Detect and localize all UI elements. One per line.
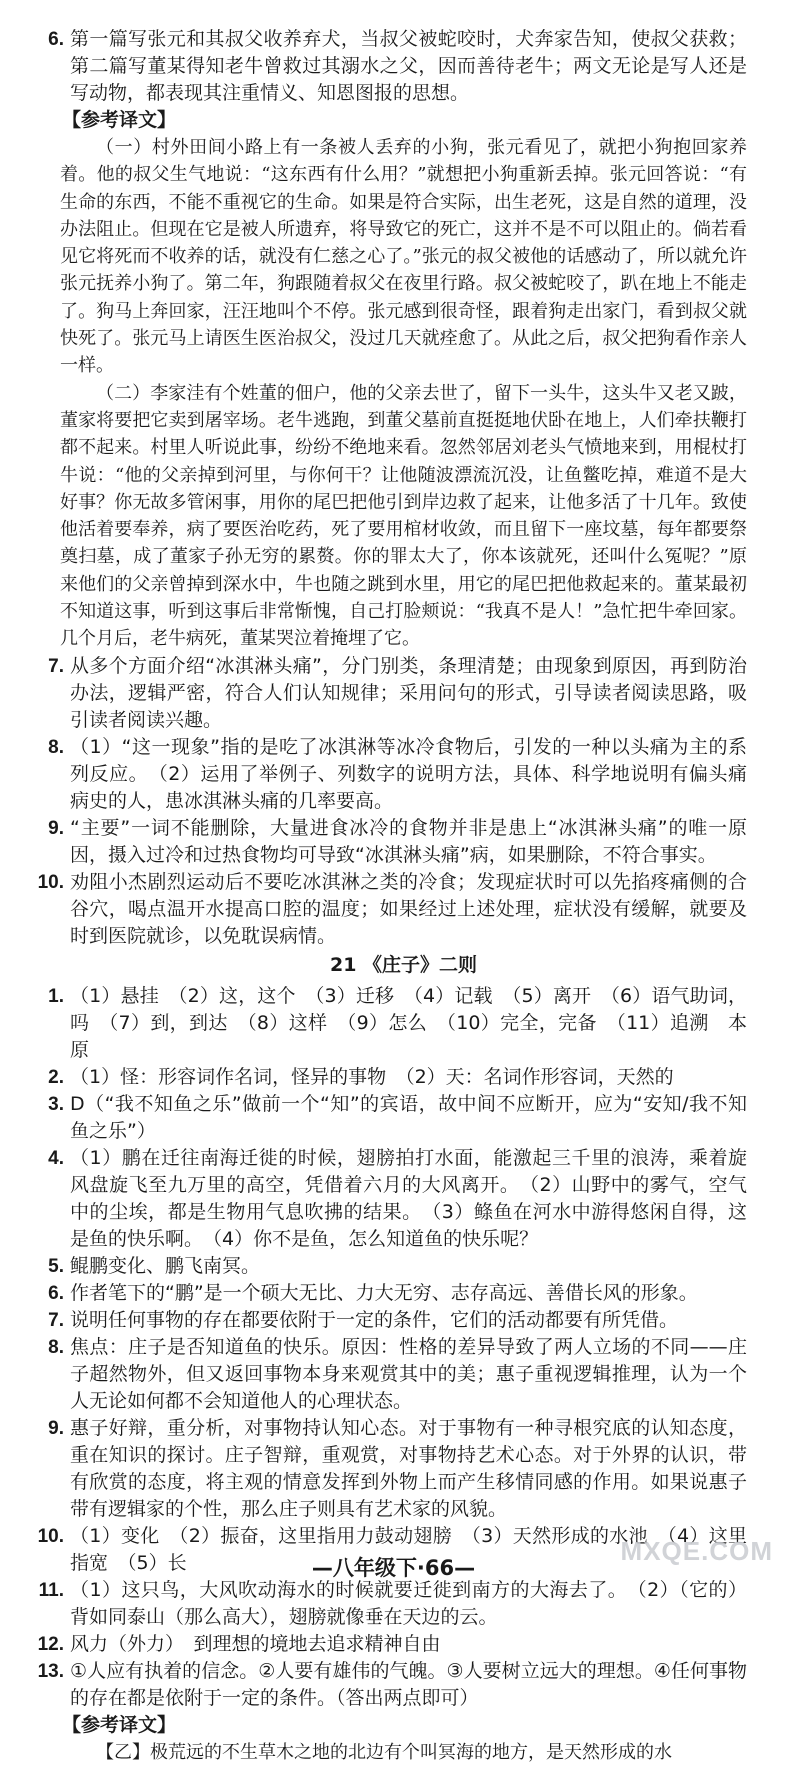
answer-item [48, 1253, 747, 1280]
answer-number: 13. [37, 1660, 64, 1682]
answer-item [48, 653, 747, 734]
answer-number: 8. [48, 736, 64, 758]
answer-number: 12. [37, 1633, 64, 1655]
reference-translation-2: 【乙】极荒远的不生草木之地的北边有个叫冥海的地方，是天然形成的水 [96, 1741, 672, 1763]
answer-number: 7. [48, 655, 64, 677]
answer-text: 第一篇写张元和其叔父收养弃犬，当叔父被蛇咬时，犬奔家告知，使叔父获救；第二篇写董某得知老牛曾救过其溺水之父，因而善待老牛；两文无论是写人还是写动物，都表现其注重情义、知恩图报的思想。 [70, 28, 747, 104]
reference-translation-1 [60, 134, 747, 653]
answer-text: （1）鹏在迁往南海迁徙的时候，翅膀拍打水面，能激起三千里的浪涛，乘着旋风盘旋飞至九万里的高空，凭借着六月的大风离开。 （2）山野中的雾气，空气中的尘埃，都是生物用气息吹拂的结果。 （3）鲦鱼在河水中游得悠闲自得，这是鱼的快乐啊。 （4）你不是鱼，怎么知道鱼的快乐呢？ [70, 1146, 747, 1250]
answer-item [48, 26, 747, 107]
answer-number: 7. [48, 1309, 64, 1331]
answer-text: （1）“这一现象”指的是吃了冰淇淋等冰冷食物后，引发的一种以头痛为主的系列反应。 （2）运用了举例子、列数字的说明方法，具体、科学地说明有偏头痛病史的人，患冰淇淋头痛的几率要高。 [70, 735, 747, 812]
answer-item [48, 1145, 747, 1253]
answer-item [38, 1577, 747, 1631]
answer-number: 6. [48, 1282, 64, 1304]
answer-text: （1）这只鸟，大风吹动海水的时候就要迁徙到南方的大海去了。 （2）（它的）背如同泰山（那么高大），翅膀就像垂在天边的云。 [70, 1578, 747, 1628]
section-heading: 21 《庄子》二则 [329, 953, 478, 976]
answer-number: 10. [37, 871, 64, 893]
answer-item [37, 1631, 747, 1658]
answer-number: 3. [48, 1093, 64, 1115]
answer-text: 说明任何事物的存在都要依附于一定的条件，它们的活动都要有所凭借。 [70, 1308, 679, 1331]
answer-text: 从多个方面介绍“冰淇淋头痛”，分门别类，条理清楚；由现象到原因，再到防治办法，逻辑严密，符合人们认知规律；采用问句的形式，引导读者阅读思路，吸引读者阅读兴趣。 [70, 654, 747, 731]
answer-text: （1）悬挂 （2）这，这个 （3）迁移 （4）记载 （5）离开 （6）语气助词，吗 （7）到，到达 （8）这样 （9）怎么 （10）完全，完备 （11）追溯 本原 [70, 984, 747, 1061]
answer-item [48, 815, 747, 869]
answer-item [48, 1415, 747, 1523]
answer-text: 劝阻小杰剧烈运动后不要吃冰淇淋之类的冷食；发现症状时可以先掐疼痛侧的合谷穴，喝点温开水提高口腔的温度；如果经过上述处理，症状没有缓解，就要及时到医院就诊，以免耽误病情。 [70, 870, 747, 947]
answer-text: 风力（外力） 到理想的境地去追求精神自由 [70, 1632, 441, 1655]
answer-item [48, 1307, 747, 1334]
answer-item [37, 869, 747, 950]
answer-number: 9. [48, 1417, 64, 1439]
answer-text: ①人应有执着的信念。②人要有雄伟的气魄。③人要树立远大的理想。④任何事物的存在都是依附于一定的条件。（答出两点即可） [70, 1659, 747, 1709]
answer-number: 8. [48, 1336, 64, 1358]
answer-text: D（“我不知鱼之乐”做前一个“知”的宾语，故中间不应断开，应为“安知/我不知鱼之乐”） [70, 1092, 747, 1142]
page-footer: —八年级下·66— [311, 1556, 476, 1580]
answer-list-middle [37, 653, 747, 950]
answer-number: 9. [48, 817, 64, 839]
watermark-logo: MXQE.COM [620, 1536, 773, 1566]
answer-item [37, 1658, 747, 1712]
answer-item [48, 983, 747, 1064]
answer-text: 鲲鹏变化、鹏飞南冥。 [70, 1254, 261, 1277]
answer-number: 5. [48, 1255, 64, 1277]
reference-translation-label-2: 【参考译文】 [62, 1713, 177, 1736]
answer-number: 10. [37, 1525, 64, 1547]
translation-paragraph: （二）李家洼有个姓董的佃户，他的父亲去世了，留下一头牛，这头牛又老又跛，董家将要把它卖到屠宰场。老牛逃跑，到董父墓前直挺挺地伏卧在地上，人们牵扶鞭打都不起来。村里人听说此事，纷纷不绝地来看。忽然邻居刘老头气愤地来到，用棍杖打牛说：“他的父亲掉到河里，与你何干？让他随波漂流沉没，让鱼鳖吃掉，难道不是大好事？你无故多管闲事，用你的尾巴把他引到岸边救了起来，让他多活了十几年。致使他活着要奉养，病了要医治吃药，死了要用棺材收敛，而且留下一座坟墓，每年都要祭奠扫墓，成了董家子孙无穷的累赘。你的罪太大了，你本该就死，还叫什么冤呢？”原来他们的父亲曾掉到深水中，牛也随之跳到水里，用它的尾巴把他救起来的。董某最初不知道这事，听到这事后非常惭愧，自己打脸颊说：“我真不是人！”急忙把牛牵回家。几个月后，老牛病死，董某哭泣着掩埋了它。 [60, 382, 747, 650]
answer-text: （1）怪：形容词作名词，怪异的事物 （2）天：名词作形容词，天然的 [70, 1065, 674, 1088]
answer-item [48, 1280, 747, 1307]
answer-text: 焦点：庄子是否知道鱼的快乐。原因：性格的差异导致了两人立场的不同——庄子超然物外，但又返回事物本身来观赏其中的美；惠子重视逻辑推理，认为一个人无论如何都不会知道他人的心理状态。 [70, 1335, 747, 1412]
answer-text: 作者笔下的“鹏”是一个硕大无比、力大无穷、志存高远、善借长风的形象。 [70, 1281, 698, 1304]
answer-number: 4. [48, 1147, 64, 1169]
answer-item [48, 1091, 747, 1145]
answer-list-top [48, 26, 747, 107]
answer-item [48, 1334, 747, 1415]
answer-text: 惠子好辩，重分析，对事物持认知心态。对于事物有一种寻根究底的认知态度，重在知识的探讨。庄子智辩，重观赏，对事物持艺术心态。对于外界的认识，带有欣赏的态度，将主观的情意发挥到外物上而产生移情同感的作用。如果说惠子带有逻辑家的个性，那么庄子则具有艺术家的风貌。 [70, 1416, 747, 1520]
translation-paragraph: （一）村外田间小路上有一条被人丢弃的小狗，张元看见了，就把小狗抱回家养着。他的叔父生气地说：“这东西有什么用？”就想把小狗重新丢掉。张元回答说：“有生命的东西，不能不重视它的生命。如果是符合实际，出生老死，这是自然的道理，没办法阻止。但现在它是被人所遗弃，将导致它的死亡，这并不是不可以阻止的。倘若看见它将死而不收养的话，就没有仁慈之心了。”张元的叔父被他的话感动了，所以就允许张元抚养小狗了。第二年，狗跟随着叔父在夜里行路。叔父被蛇咬了，趴在地上不能走了。狗马上奔回家，汪汪地叫个不停。张元感到很奇怪，跟着狗走出家门，看到叔父就快死了。张元马上请医生医治叔父，没过几天就痊愈了。从此之后，叔父把狗看作亲人一样。 [60, 137, 747, 377]
answer-item [48, 1064, 747, 1091]
answer-text: （1）变化 （2）振奋，这里指用力鼓动翅膀 （3）天然形成的水池 （4）这里指宽 （5）长 [70, 1524, 747, 1574]
answer-list-bottom [37, 983, 747, 1712]
answer-number: 2. [48, 1066, 64, 1088]
answer-number: 1. [48, 985, 64, 1007]
answer-number: 6. [48, 29, 64, 50]
answer-item [48, 734, 747, 815]
reference-translation-label: 【参考译文】 [62, 109, 177, 131]
answer-number: 11. [38, 1579, 64, 1601]
answer-text: “主要”一词不能删除，大量进食冰冷的食物并非是患上“冰淇淋头痛”的唯一原因，摄入过冷和过热食物均可导致“冰淇淋头痛”病，如果删除，不符合事实。 [70, 816, 747, 866]
